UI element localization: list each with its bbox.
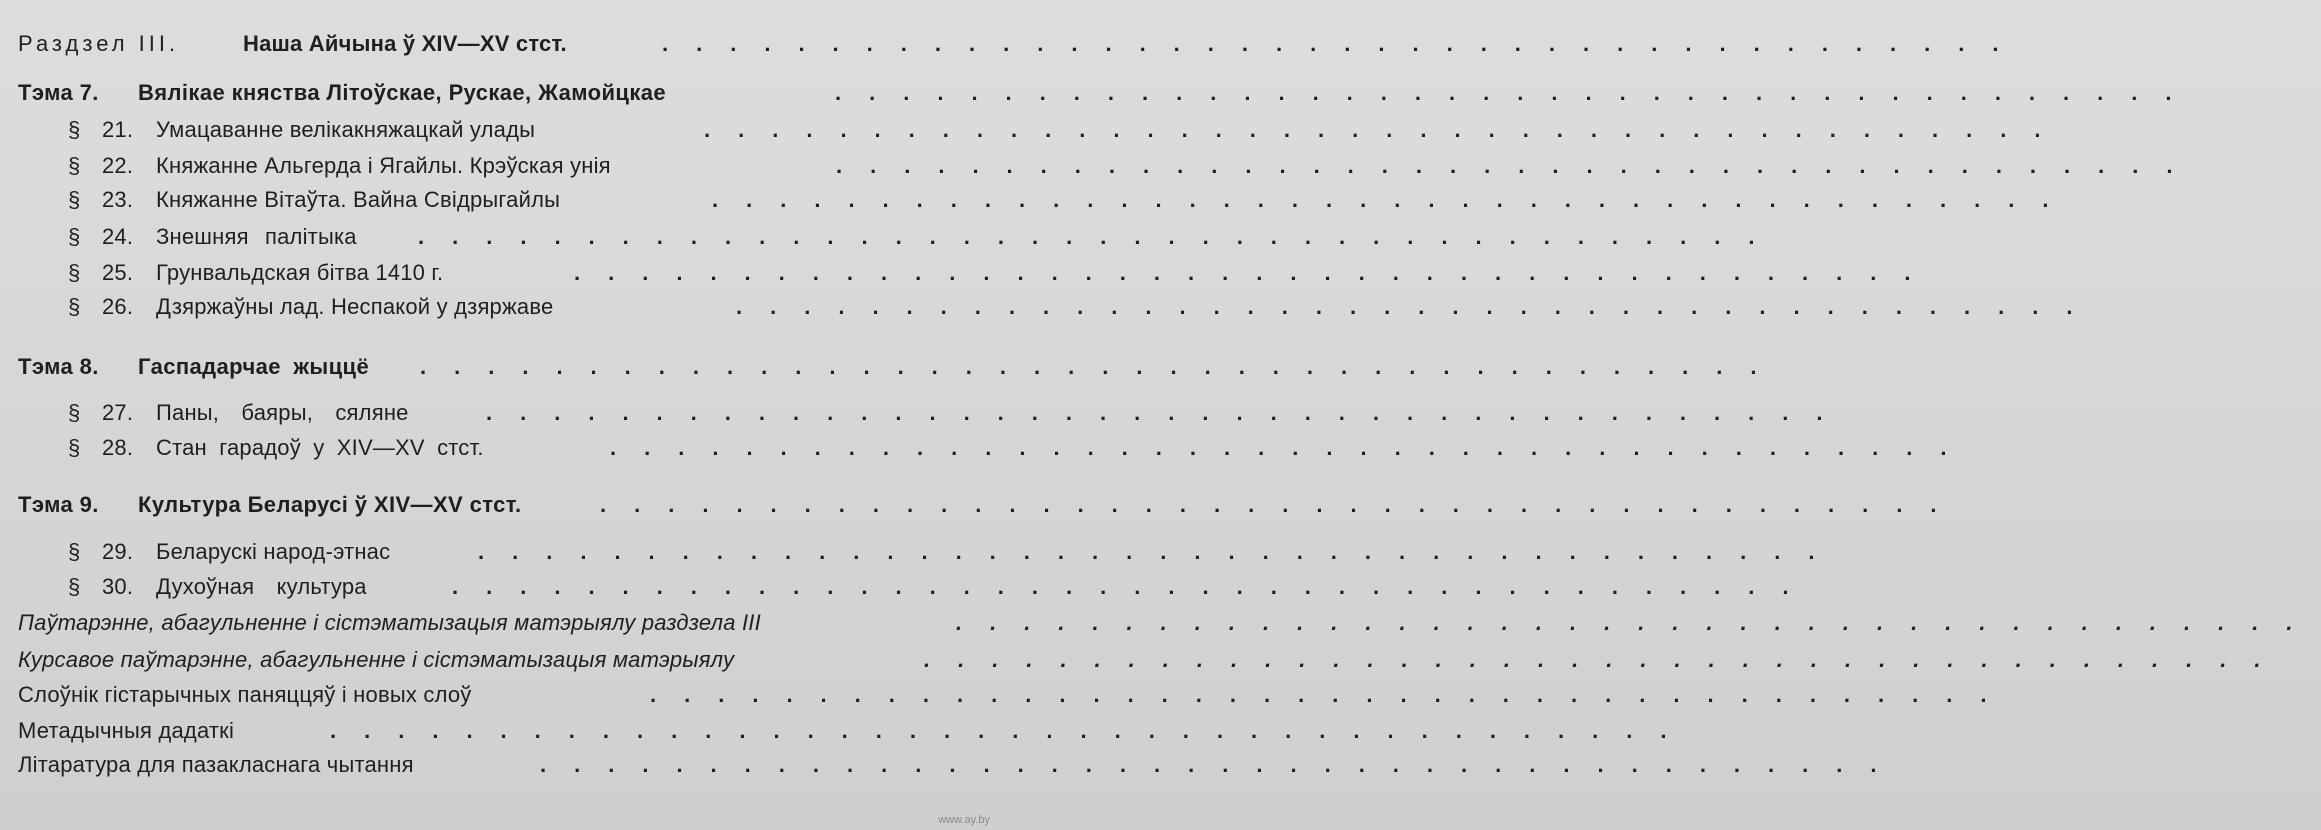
- topic-heading: [0, 350, 1785, 384]
- dot-leader: ........................................: [330, 718, 1695, 743]
- back-matter-entry: [0, 714, 1695, 748]
- back-matter-entry: [0, 643, 2289, 677]
- topic-heading: [0, 76, 2200, 110]
- paragraph-entry: [0, 113, 2069, 147]
- paragraph-title: Духоўная культура: [156, 574, 367, 599]
- paragraph-sign: §: [68, 400, 81, 425]
- section-heading: [0, 27, 2027, 61]
- paragraph-number: 24.: [102, 224, 134, 249]
- paragraph-title: Беларускі народ-этнас: [156, 539, 391, 564]
- back-matter-entry: [0, 678, 2015, 712]
- dot-leader: ........................................: [662, 31, 2027, 56]
- dot-leader: ........................................: [736, 294, 2101, 319]
- topic-label: Тэма 9.: [18, 492, 99, 517]
- paragraph-title: Стан гарадоў у XIV—XV стст.: [156, 435, 484, 460]
- topic-label: Тэма 8.: [18, 354, 99, 379]
- topic-label: Тэма 7.: [18, 80, 99, 105]
- paragraph-number: 21.: [102, 117, 134, 142]
- paragraph-number: 28.: [102, 435, 134, 460]
- paragraph-entry: [0, 256, 1939, 290]
- paragraph-title: Умацаванне велікакняжацкай улады: [156, 117, 536, 142]
- paragraph-sign: §: [68, 260, 81, 285]
- dot-leader: ........................................: [418, 224, 1783, 249]
- topic-heading: [0, 488, 1965, 522]
- back-matter-title: Метадычныя дадаткі: [18, 718, 235, 743]
- paragraph-number: 23.: [102, 187, 134, 212]
- paragraph-entry: [0, 290, 2101, 324]
- paragraph-sign: §: [68, 539, 81, 564]
- back-matter-entry: [0, 748, 1905, 782]
- paragraph-entry: [0, 535, 1843, 569]
- paragraph-sign: §: [68, 117, 81, 142]
- paragraph-title: Грунвальдская бітва 1410 г.: [156, 260, 444, 285]
- paragraph-entry: [0, 396, 1851, 430]
- paragraph-title: Дзяржаўны лад. Неспакой у дзяржаве: [156, 294, 554, 319]
- dot-leader: ........................................: [540, 752, 1905, 777]
- back-matter-title: Слоўнік гістарычных паняццяў і новых слоў: [18, 682, 472, 707]
- topic-title: Культура Беларусі ў XIV—XV стст.: [138, 492, 522, 517]
- paragraph-number: 25.: [102, 260, 134, 285]
- paragraph-entry: [0, 570, 1817, 604]
- paragraph-sign: §: [68, 574, 81, 599]
- dot-leader: ........................................: [835, 80, 2200, 105]
- dot-leader: ........................................: [650, 682, 2015, 707]
- dot-leader: ........................................: [420, 354, 1785, 379]
- back-matter-title: Курсавое паўтарэнне, абагульненне і сістэматызацыя матэрыялу: [18, 647, 735, 672]
- paragraph-number: 29.: [102, 539, 134, 564]
- section-title: Наша Айчына ў XIV—XV стст.: [243, 31, 567, 56]
- paragraph-entry: [0, 220, 1783, 254]
- dot-leader: ........................................: [712, 187, 2077, 212]
- paragraph-entry: [0, 183, 2077, 217]
- paragraph-sign: §: [68, 294, 81, 319]
- paragraph-sign: §: [68, 153, 81, 178]
- back-matter-title: Літаратура для пазакласнага чытання: [18, 752, 414, 777]
- dot-leader: ........................................: [486, 400, 1851, 425]
- dot-leader: ........................................: [478, 539, 1843, 564]
- dot-leader: ........................................: [924, 647, 2289, 672]
- paragraph-entry: [0, 149, 2201, 183]
- paragraph-number: 22.: [102, 153, 134, 178]
- paragraph-title: Паны, баяры, сяляне: [156, 400, 409, 425]
- paragraph-number: 30.: [102, 574, 134, 599]
- dot-leader: ........................................: [836, 153, 2201, 178]
- paragraph-sign: §: [68, 435, 81, 460]
- paragraph-number: 27.: [102, 400, 134, 425]
- paragraph-title: Княжанне Вітаўта. Вайна Свідрыгайлы: [156, 187, 561, 212]
- paragraph-sign: §: [68, 187, 81, 212]
- dot-leader: ........................................: [704, 117, 2069, 142]
- paragraph-number: 26.: [102, 294, 134, 319]
- dot-leader: ........................................: [600, 492, 1965, 517]
- watermark: www.ay.by: [938, 814, 990, 826]
- dot-leader: ........................................: [452, 574, 1817, 599]
- back-matter-title: Паўтарэнне, абагульненне і сістэматызацыя матэрыялу раздзела III: [18, 610, 761, 635]
- dot-leader: ........................................: [610, 435, 1975, 460]
- back-matter-entry: [0, 606, 2321, 640]
- section-label: Раздзел III.: [18, 31, 180, 56]
- dot-leader: ........................................: [956, 610, 2321, 635]
- paragraph-title: Княжанне Альгерда і Ягайлы. Крэўская унія: [156, 153, 611, 178]
- paragraph-title: Знешняя палітыка: [156, 224, 357, 249]
- paragraph-entry: [0, 431, 1975, 465]
- dot-leader: ........................................: [574, 260, 1939, 285]
- topic-title: Вялікае княства Літоўскае, Рускае, Жамойцкае: [138, 80, 667, 105]
- paragraph-sign: §: [68, 224, 81, 249]
- topic-title: Гаспадарчае жыццё: [138, 354, 370, 379]
